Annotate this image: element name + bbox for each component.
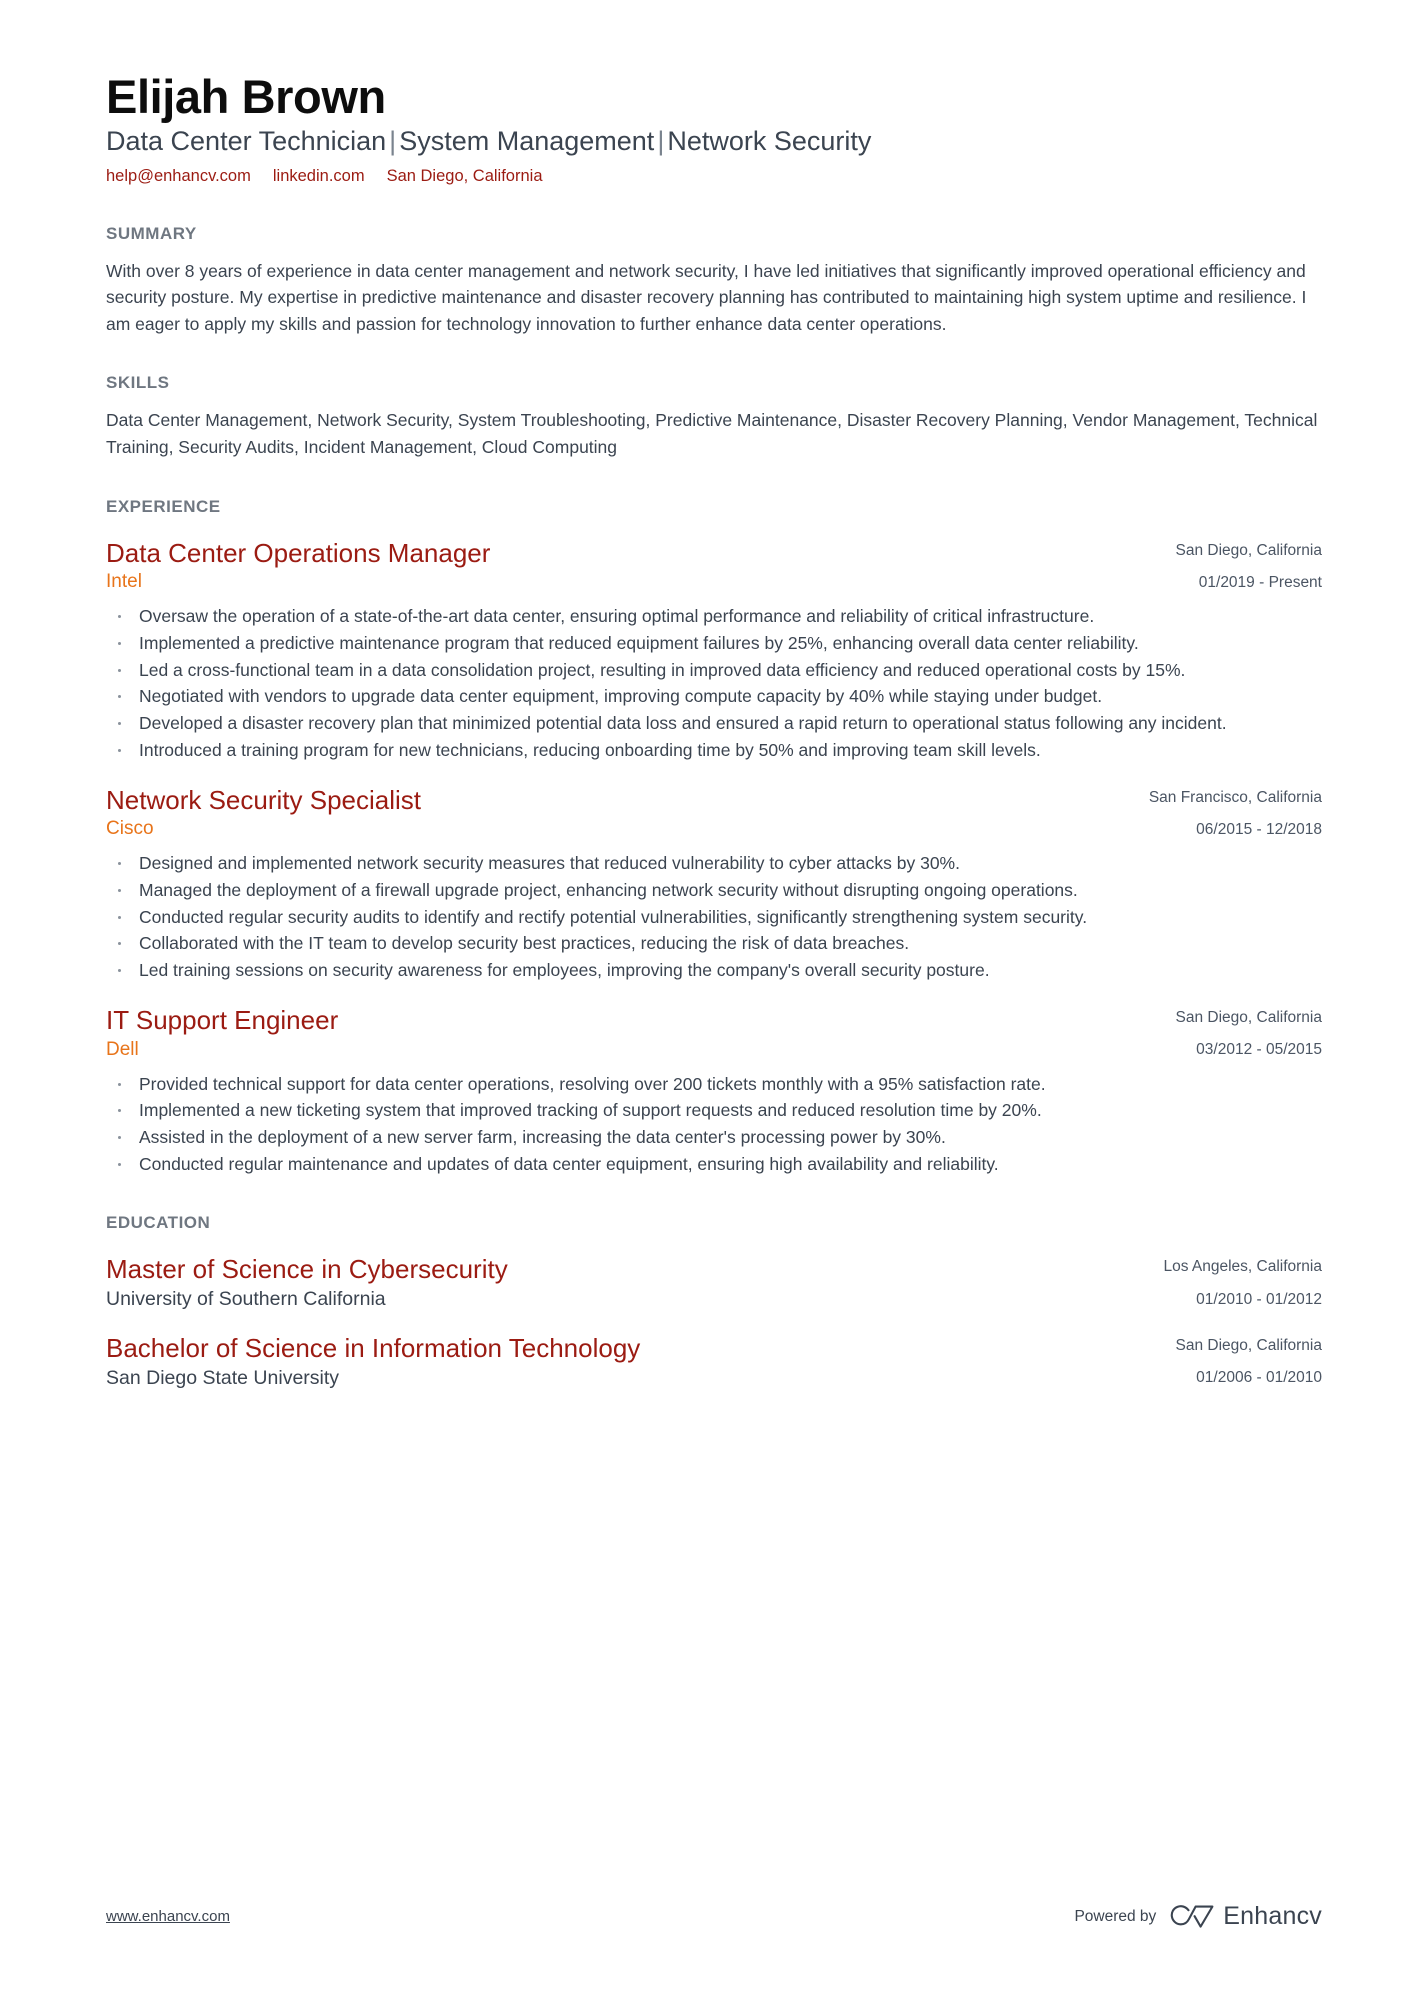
experience-dates: 03/2012 - 05/2015 (1196, 1041, 1322, 1059)
headline-separator-1: | (657, 125, 665, 156)
experience-bullet: Negotiated with vendors to upgrade data center equipment, improving compute capacity by 40% while staying under budget. (106, 684, 1322, 710)
headline-part-2: Network Security (667, 125, 872, 156)
headline-separator-0: | (389, 125, 397, 156)
education-entry-main (106, 1334, 1150, 1390)
skills-section (106, 373, 1322, 460)
education-location: Los Angeles, California (1163, 1258, 1322, 1276)
summary-text: With over 8 years of experience in data center management and network security, I have led initiatives that significantly improved operational efficiency and security posture. My expertise in predictive maintenance and disaster recovery planning has contributed to maintaining high system uptime and resilience. I am eager to apply my skills and passion for technology innovation to further enhance data center operations. (106, 260, 1307, 334)
experience-entry-header (106, 539, 1322, 595)
experience-entry-header (106, 786, 1322, 842)
experience-role: IT Support Engineer (106, 1004, 339, 1035)
education-degree: Master of Science in Cybersecurity (106, 1254, 508, 1285)
candidate-name: Elijah Brown (106, 70, 386, 123)
experience-meta (1123, 786, 1322, 838)
experience-company: Intel (106, 571, 142, 593)
experience-bullet: Managed the deployment of a firewall upgrade project, enhancing network security without disrupting ongoing operations. (106, 878, 1322, 904)
experience-bullet: Implemented a new ticketing system that improved tracking of support requests and reduced resolution time by 20%. (106, 1098, 1322, 1124)
education-section-title: EDUCATION (106, 1213, 211, 1233)
candidate-headline (106, 125, 1322, 159)
education-dates: 01/2006 - 01/2010 (1196, 1369, 1322, 1387)
education-entry-header (106, 1255, 1322, 1311)
enhancv-brand-name: Enhancv (1223, 1902, 1322, 1930)
education-school: San Diego State University (106, 1366, 340, 1389)
summary-section (106, 224, 1322, 338)
contact-linkedin[interactable]: linkedin.com (272, 166, 365, 185)
experience-role: Network Security Specialist (106, 784, 421, 815)
education-school: University of Southern California (106, 1288, 386, 1311)
experience-entry (106, 1006, 1322, 1178)
headline-part-0: Data Center Technician (106, 125, 387, 156)
page-footer (106, 1902, 1322, 1931)
experience-bullet: Oversaw the operation of a state-of-the-art data center, ensuring optimal performance and reliability of critical infrastructure. (106, 604, 1322, 630)
resume-header (106, 72, 1322, 188)
skills-text: Data Center Management, Network Security, System Troubleshooting, Predictive Maintenance, Disaster Recovery Planning, Vendor Management, Technical Training, Security Audits, Incident Management, Cloud Computing (106, 410, 1318, 457)
experience-bullets (106, 604, 1322, 763)
enhancv-logo-icon (1170, 1904, 1214, 1930)
experience-meta (1150, 539, 1322, 591)
powered-by-label: Powered by (1074, 1907, 1157, 1925)
experience-bullet: Introduced a training program for new technicians, reducing onboarding time by 50% and improving team skill levels. (106, 738, 1322, 764)
experience-section (106, 497, 1322, 1178)
education-entry-header (106, 1334, 1322, 1390)
experience-entry-main (106, 539, 1150, 595)
experience-bullet: Assisted in the deployment of a new server farm, increasing the data center's processing power by 30%. (106, 1125, 1322, 1151)
experience-location: San Diego, California (1175, 541, 1322, 559)
experience-company: Dell (106, 1038, 139, 1060)
experience-bullet: Conducted regular maintenance and updates of data center equipment, ensuring high availability and reliability. (106, 1152, 1322, 1178)
education-meta (1150, 1334, 1322, 1386)
education-entry-main (106, 1255, 1137, 1311)
experience-location: San Francisco, California (1148, 788, 1322, 806)
experience-bullets (106, 851, 1322, 984)
experience-meta (1150, 1006, 1322, 1058)
education-degree: Bachelor of Science in Information Technology (106, 1332, 641, 1363)
experience-bullet: Provided technical support for data center operations, resolving over 200 tickets monthly with a 95% satisfaction rate. (106, 1072, 1322, 1098)
education-entry (106, 1255, 1322, 1311)
experience-company: Cisco (106, 818, 154, 840)
experience-entry-main (106, 786, 1123, 842)
experience-bullet: Collaborated with the IT team to develop security best practices, reducing the risk of data breaches. (106, 931, 1322, 957)
footer-branding (1074, 1902, 1322, 1931)
footer-website-link[interactable]: www.enhancv.com (106, 1908, 230, 1925)
experience-entry-header (106, 1006, 1322, 1062)
experience-bullet: Conducted regular security audits to identify and rectify potential vulnerabilities, significantly strengthening system security. (106, 905, 1322, 931)
summary-section-title: SUMMARY (106, 223, 197, 243)
skills-section-title: SKILLS (106, 373, 170, 393)
enhancv-brand (1170, 1902, 1322, 1931)
contact-row (106, 165, 1322, 188)
experience-bullets (106, 1072, 1322, 1178)
experience-entry (106, 786, 1322, 984)
experience-section-title: EXPERIENCE (106, 496, 221, 516)
experience-bullet: Led a cross-functional team in a data consolidation project, resulting in improved data efficiency and reduced operational costs by 15%. (106, 658, 1322, 684)
education-meta (1137, 1255, 1322, 1307)
education-location: San Diego, California (1175, 1336, 1322, 1354)
experience-location: San Diego, California (1175, 1008, 1322, 1026)
experience-entry-main (106, 1006, 1150, 1062)
education-section (106, 1213, 1322, 1390)
experience-dates: 06/2015 - 12/2018 (1196, 821, 1322, 839)
experience-dates: 01/2019 - Present (1198, 574, 1322, 592)
experience-bullet: Led training sessions on security awareness for employees, improving the company's overall security posture. (106, 958, 1322, 984)
education-entry (106, 1334, 1322, 1390)
headline-part-1: System Management (399, 125, 655, 156)
experience-bullet: Designed and implemented network security measures that reduced vulnerability to cyber attacks by 30%. (106, 851, 1322, 877)
contact-email[interactable]: help@enhancv.com (106, 166, 251, 185)
education-dates: 01/2010 - 01/2012 (1196, 1290, 1322, 1308)
contact-location: San Diego, California (386, 166, 543, 185)
experience-entry (106, 539, 1322, 764)
experience-bullet: Implemented a predictive maintenance program that reduced equipment failures by 25%, enhancing overall data center reliability. (106, 631, 1322, 657)
experience-bullet: Developed a disaster recovery plan that minimized potential data loss and ensured a rapid return to operational status following any incident. (106, 711, 1322, 737)
experience-role: Data Center Operations Manager (106, 537, 491, 568)
